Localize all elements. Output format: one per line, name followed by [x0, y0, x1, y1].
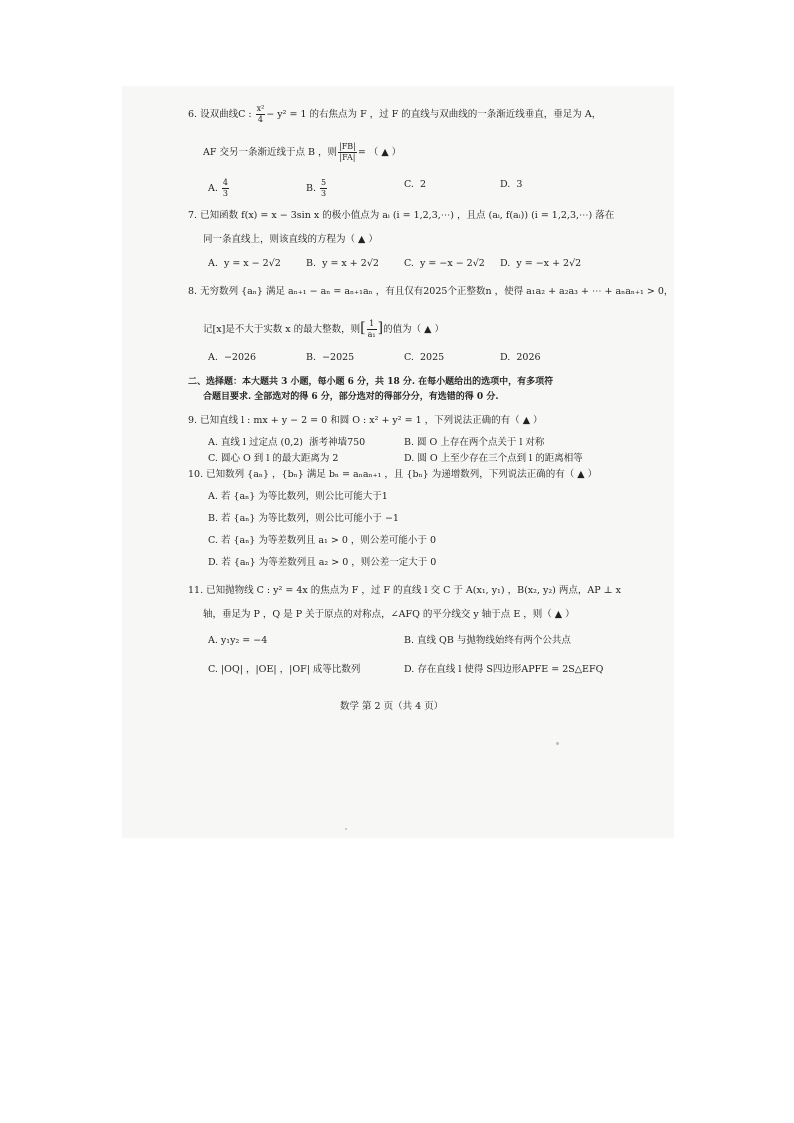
q8-fraction — [367, 319, 377, 340]
q6-text: 6. 设双曲线 — [188, 109, 239, 120]
q8-option-b — [306, 351, 354, 365]
q7-option-a — [208, 257, 281, 271]
section2-instructions: 合题目要求. 全部选对的得 6 分，部分选对的得部分分，有选错的得 0 分. — [203, 392, 499, 402]
option-text: y = −x − 2√2 — [420, 258, 485, 269]
frac-num: 5 — [321, 178, 327, 187]
option-label: D. — [500, 352, 511, 363]
option-text: 3 — [516, 179, 523, 190]
q11-line1: 11. 已知抛物线 C : y² = 4x 的焦点为 F ，过 F 的直线 l 交 C 于 A(x₁, y₁) ，B(x₂, y₂) 两点，AP ⊥ x — [188, 585, 621, 596]
q6-answer-slot: = （ ▲ ） — [357, 147, 402, 158]
q6-option-b — [306, 178, 328, 199]
q10-option-a: A. 若 {aₙ} 为等比数列，则公比可能大于1 — [208, 491, 388, 502]
q9-option-b: B. 圆 O 上存在两个点关于 l 对称 — [404, 437, 545, 448]
option-text: −2025 — [322, 352, 355, 363]
option-label: C. — [404, 258, 414, 269]
option-label: A. — [208, 258, 218, 269]
q10-stem: 10. 已知数列 {aₙ} ，{bₙ} 满足 bₙ = aₙaₙ₊₁ ，且 {bₙ} 为递增数列，下列说法正确的有（ ▲ ） — [188, 469, 598, 480]
scan-speck — [556, 742, 559, 745]
option-label: B. — [306, 258, 317, 269]
q9-option-d: D. 圆 O 上至少存在三个点到 l 的距离相等 — [404, 453, 583, 464]
option-text: 2026 — [516, 352, 541, 363]
q8-option-a — [208, 351, 256, 365]
scan-speck — [345, 828, 347, 830]
q11-line2: 轴，垂足为 P ，Q 是 P 关于原点的对称点，∠AFQ 的平分线交 y 轴于点 E ，则（ ▲ ） — [203, 609, 575, 620]
q6-frac-num: x² — [256, 104, 265, 113]
option-label: A. — [208, 183, 218, 194]
q7-option-b — [306, 257, 379, 271]
q6-fraction — [256, 104, 266, 125]
option-text: 2025 — [420, 352, 445, 363]
option-text: −2026 — [223, 352, 257, 363]
option-text: y = −x + 2√2 — [516, 258, 582, 269]
q9-option-c: C. 圆心 O 到 l 的最大距离为 2 — [208, 453, 339, 464]
q8-option-d — [500, 351, 541, 365]
floor-bracket-left: [ — [360, 320, 366, 336]
option-label: C. — [404, 352, 414, 363]
q9-option-a — [208, 436, 365, 450]
q11-option-a: A. y₁y₂ = −4 — [208, 635, 268, 646]
q6-line1 — [188, 104, 601, 125]
q6-frac-den: 4 — [257, 115, 264, 124]
option-label: C. — [404, 179, 414, 190]
option-text: A. 直线 l 过定点 (0,2) — [208, 437, 304, 448]
option-fraction — [320, 178, 327, 199]
q6-option-d — [500, 178, 522, 192]
option-fraction — [222, 178, 229, 199]
option-text: y = x − 2√2 — [223, 258, 281, 269]
watermark-text: 浙考神墙750 — [309, 437, 366, 448]
q10-option-d: D. 若 {aₙ} 为等差数列且 a₂ > 0 ，则公差一定大于 0 — [208, 557, 437, 568]
q7-line1: 7. 已知函数 f(x) = x − 3sin x 的极小值点为 aᵢ (i = 1,2,3,⋯) ，且点 (aᵢ, f(aᵢ)) (i = 1,2,3,⋯) 落在 — [188, 210, 615, 221]
option-label: B. — [306, 183, 317, 194]
option-label: A. — [208, 352, 218, 363]
q10-option-b: B. 若 {aₙ} 为等比数列，则公比可能小于 −1 — [208, 513, 399, 524]
q8-line2 — [203, 319, 444, 340]
q6-curve-name: C : — [238, 109, 255, 120]
q6-option-c — [404, 178, 426, 192]
q9-stem: 9. 已知直线 l : mx + y − 2 = 0 和圆 O : x² + y² = 1 ，下列说法正确的有（ ▲ ） — [188, 415, 543, 426]
option-label: D. — [500, 179, 511, 190]
q6-text-rest: − y² = 1 的右焦点为 F ，过 F 的直线与双曲线的一条渐近线垂直，垂足为 A， — [266, 109, 602, 120]
q11-option-c: C. |OQ| ，|OE| ，|OF| 成等比数列 — [208, 664, 361, 675]
option-label: D. — [500, 258, 511, 269]
floor-bracket-right: ] — [377, 320, 384, 336]
q6-ratio — [338, 142, 357, 163]
q7-option-c — [404, 257, 485, 271]
q11-option-d: D. 存在直线 l 使得 S四边形APFE = 2S△EFQ — [404, 664, 604, 675]
q8-option-c — [404, 351, 444, 365]
frac-den: 3 — [321, 189, 327, 198]
q6-line2 — [203, 142, 401, 163]
q6-ratio-den: |FA| — [339, 153, 356, 162]
page-footer: 数学 第 2 页（共 4 页） — [340, 701, 444, 712]
frac-den: a₁ — [367, 330, 376, 339]
q7-option-d — [500, 257, 581, 271]
option-text: 2 — [420, 179, 427, 190]
q8-line1: 8. 无穷数列 {aₙ} 满足 aₙ₊₁ − aₙ = aₙ₊₁aₙ ，有且仅有2025个正整数n ，使得 a₁a₂ + a₂a₃ + ⋯ + aₙaₙ₊₁ > 0， — [188, 286, 674, 297]
q7-line2: 同一条直线上，则该直线的方程为（ ▲ ） — [203, 234, 378, 245]
option-label: B. — [306, 352, 317, 363]
q11-option-b: B. 直线 QB 与抛物线始终有两个公共点 — [404, 635, 571, 646]
option-text: y = x + 2√2 — [322, 258, 379, 269]
q8-answer-slot: 的值为（ ▲ ） — [383, 324, 444, 335]
q6-option-a — [208, 178, 230, 199]
section2-heading: 二、选择题：本大题共 3 小题，每小题 6 分，共 18 分. 在每小题给出的选项中，有多项符 — [188, 377, 554, 387]
q8-line2-text: 记[x]是不大于实数 x 的最大整数，则 — [203, 324, 361, 335]
q6-line2-text: AF 交另一条渐近线于点 B ，则 — [203, 147, 337, 158]
q10-option-c: C. 若 {aₙ} 为等差数列且 a₁ > 0 ，则公差可能小于 0 — [208, 535, 436, 546]
frac-num: 1 — [367, 319, 377, 330]
frac-num: 4 — [222, 178, 229, 187]
q6-ratio-num: |FB| — [339, 142, 356, 151]
frac-den: 3 — [222, 189, 229, 198]
